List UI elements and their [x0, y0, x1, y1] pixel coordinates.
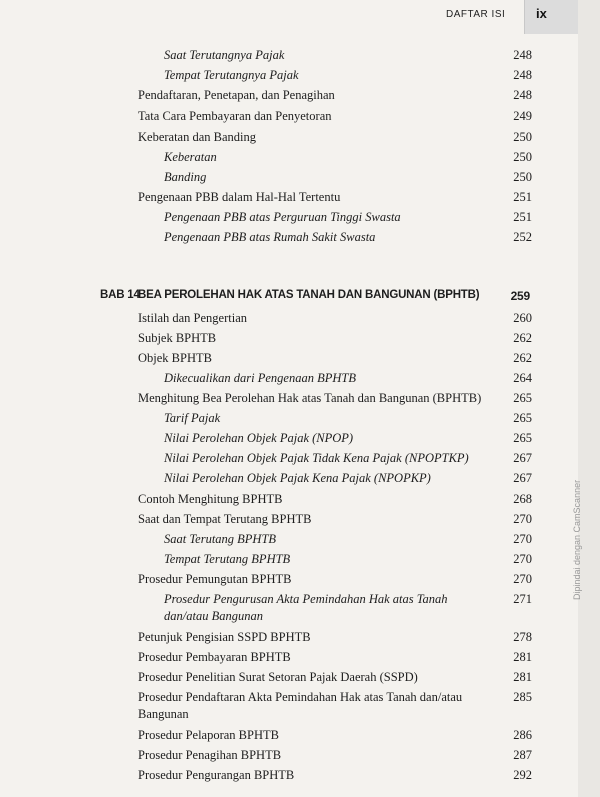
toc-entry-title: Nilai Perolehan Objek Pajak Kena Pajak (NPOPKP): [164, 471, 431, 485]
toc-entry-page: 270: [513, 512, 532, 526]
running-header: DAFTAR ISI: [446, 9, 506, 20]
toc-entry: [0, 450, 532, 467]
toc-entry-title: Prosedur Pengurusan Akta Pemindahan Hak atas Tanah dan/atau Bangunan: [164, 592, 448, 623]
header-page-tab: [524, 0, 579, 34]
toc-entry: [0, 209, 532, 226]
toc-entry: [0, 229, 532, 246]
toc-entry: [0, 350, 532, 367]
toc-entry: [0, 430, 532, 447]
toc-entry-page: 262: [513, 351, 532, 365]
toc-entry-title: Contoh Menghitung BPHTB: [138, 492, 283, 506]
toc-entry-title: Saat Terutang BPHTB: [164, 532, 277, 546]
toc-entry-page: 267: [513, 471, 532, 485]
toc-entry-title: Menghitung Bea Perolehan Hak atas Tanah dan Bangunan (BPHTB): [138, 391, 482, 405]
toc-entry-title: Nilai Perolehan Objek Pajak Tidak Kena Pajak (NPOPTKP): [164, 451, 469, 465]
toc-entry-page: 270: [513, 532, 532, 546]
toc-entry-page: 248: [513, 88, 532, 102]
toc-entry: [0, 727, 532, 744]
toc-entry-page: 248: [513, 48, 532, 62]
toc-entry-title: Pengenaan PBB dalam Hal-Hal Tertentu: [138, 190, 341, 204]
toc-entry: [0, 629, 532, 646]
page-edge: [578, 0, 600, 797]
chapter-title: BEA PEROLEHAN HAK ATAS TANAH DAN BANGUNAN (BPHTB): [138, 289, 480, 301]
toc-entry: [0, 531, 532, 548]
toc-entry-page: 265: [513, 411, 532, 425]
toc-entry-page: 287: [513, 748, 532, 762]
toc-entry: [0, 669, 532, 686]
toc-entry-page: 268: [513, 492, 532, 506]
toc-entry-page: 250: [513, 130, 532, 144]
toc-entry: [0, 747, 532, 764]
toc-entry-page: 262: [513, 331, 532, 345]
toc-entry-title: Pengenaan PBB atas Rumah Sakit Swasta: [164, 230, 376, 244]
toc-entry: [0, 390, 532, 407]
chapter-page: 259: [510, 289, 530, 303]
toc-entry-title: Tempat Terutangnya Pajak: [164, 68, 299, 82]
toc-entry: [0, 370, 532, 387]
toc-entry: [0, 410, 532, 427]
toc-entry: [0, 47, 532, 64]
toc-entry-page: 265: [513, 431, 532, 445]
toc-entry-title: Tempat Terutang BPHTB: [164, 552, 291, 566]
toc-entry-title: Prosedur Pemungutan BPHTB: [138, 572, 292, 586]
toc-entry: [0, 767, 532, 784]
toc-entry-page: 260: [513, 311, 532, 325]
toc-entry-title: Prosedur Pembayaran BPHTB: [138, 650, 291, 664]
toc-entry-page: 286: [513, 728, 532, 742]
toc-entry-page: 271: [513, 592, 532, 606]
toc-entry-title: Prosedur Pelaporan BPHTB: [138, 728, 279, 742]
toc-entry: [0, 649, 532, 666]
toc-entry-title: Subjek BPHTB: [138, 331, 217, 345]
toc-entry-page: 250: [513, 150, 532, 164]
toc-entry-title: Dikecualikan dari Pengenaan BPHTB: [164, 371, 356, 385]
toc-entry-title: Prosedur Pendaftaran Akta Pemindahan Hak atas Tanah dan/atau Bangunan: [138, 690, 463, 721]
toc-entry-page: 251: [513, 210, 532, 224]
toc-entry-page: 270: [513, 552, 532, 566]
toc-entry: [0, 169, 532, 186]
toc-entry-title: Objek BPHTB: [138, 351, 212, 365]
toc-entry-title: Saat dan Tempat Terutang BPHTB: [138, 512, 312, 526]
toc-entry-page: 265: [513, 391, 532, 405]
toc-entry: [0, 689, 532, 723]
chapter-label: BAB 14: [100, 289, 140, 301]
toc-entry-title: Keberatan: [164, 150, 217, 164]
toc-entry: [0, 591, 532, 625]
toc-entry-title: Pendaftaran, Penetapan, dan Penagihan: [138, 88, 335, 102]
toc-entry: [0, 491, 532, 508]
toc-entry-title: Istilah dan Pengertian: [138, 311, 247, 325]
toc-entry: [0, 571, 532, 588]
toc-entry: [0, 551, 532, 568]
toc-entry: [0, 189, 532, 206]
toc-entry-title: Prosedur Pengurangan BPHTB: [138, 768, 295, 782]
toc-entry: [0, 108, 532, 125]
toc-entry: [0, 149, 532, 166]
toc-entry-page: 252: [513, 230, 532, 244]
toc-entry-title: Tata Cara Pembayaran dan Penyetoran: [138, 109, 332, 123]
toc-entry-title: Keberatan dan Banding: [138, 130, 257, 144]
toc-entry-title: Prosedur Penagihan BPHTB: [138, 748, 282, 762]
toc-entry-title: Petunjuk Pengisian SSPD BPHTB: [138, 630, 311, 644]
toc-entry-page: 292: [513, 768, 532, 782]
toc-entry-page: 264: [513, 371, 532, 385]
toc-entry-page: 251: [513, 190, 532, 204]
toc-entry: [0, 129, 532, 146]
toc-entry: [0, 470, 532, 487]
toc-entry-page: 249: [513, 109, 532, 123]
toc-entry: [0, 310, 532, 327]
toc-entry-page: 270: [513, 572, 532, 586]
toc-entry-title: Banding: [164, 170, 207, 184]
toc-entry-title: Saat Terutangnya Pajak: [164, 48, 285, 62]
toc-entry-page: 278: [513, 630, 532, 644]
toc-entry: [0, 67, 532, 84]
page-number: ix: [536, 6, 547, 21]
toc-entry-title: Tarif Pajak: [164, 411, 221, 425]
toc-entry-page: 281: [513, 650, 532, 664]
toc-entry: [0, 511, 532, 528]
toc-entry-page: 281: [513, 670, 532, 684]
toc-entry-page: 248: [513, 68, 532, 82]
toc-entry-title: Pengenaan PBB atas Perguruan Tinggi Swasta: [164, 210, 401, 224]
toc-entry-title: Nilai Perolehan Objek Pajak (NPOP): [164, 431, 354, 445]
toc-entry-page: 250: [513, 170, 532, 184]
toc-entry: [0, 87, 532, 104]
toc-entry-page: 285: [513, 690, 532, 704]
toc-entry-title: Prosedur Penelitian Surat Setoran Pajak Daerah (SSPD): [138, 670, 418, 684]
scanner-watermark: Dipindai dengan CamScanner: [572, 479, 582, 600]
toc-entry: [0, 330, 532, 347]
toc-entry-page: 267: [513, 451, 532, 465]
